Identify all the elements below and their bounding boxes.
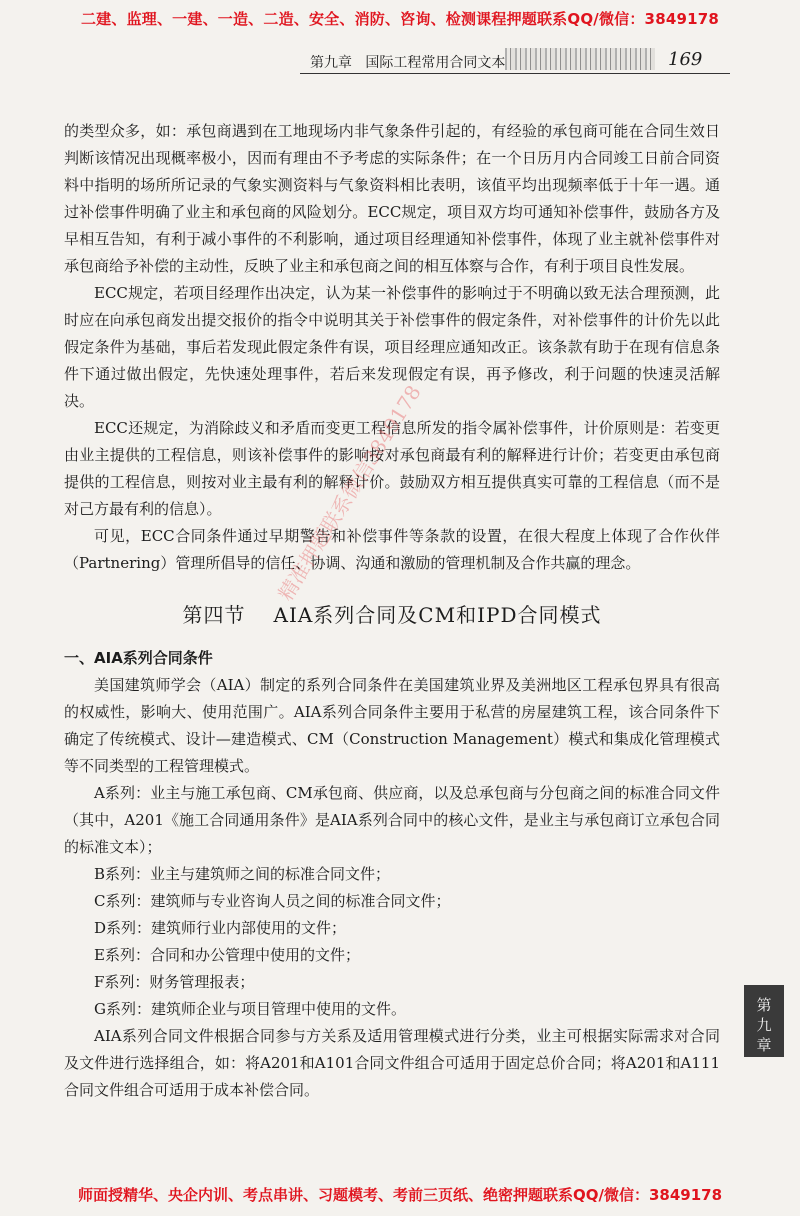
header-decoration (505, 48, 655, 70)
diagonal-watermark: 精准押题联系微信3849178 (273, 380, 426, 605)
series-item-d: D系列：建筑师行业内部使用的文件； (94, 919, 347, 937)
chapter-thumb-tab (744, 985, 784, 1057)
paragraph-3: ECC还规定，为消除歧义和矛盾而变更工程信息所发的指令属补偿事件，计价原则是：若变更由业主提供的工程信息，则该补偿事件的影响按对承包商最有利的解释进行计价；若变更由承包商提供的工程信息，则按对业主最有利的解释计价。鼓励双方相互提供真实可靠的工程信息（而不是对己方最有利的信息）。 (64, 419, 720, 518)
page-number: 169 (668, 49, 703, 70)
series-item-g: G系列：建筑师企业与项目管理中使用的文件。 (94, 1000, 406, 1018)
page-body (64, 118, 720, 1104)
running-head (300, 46, 730, 74)
header-rule (300, 73, 730, 74)
closing-paragraph: AIA系列合同文件根据合同参与方关系及适用管理模式进行分类，业主可根据实际需求对合同及文件进行选择组合，如：将A201和A101合同文件组合可适用于固定总价合同；将A201和A111合同文件组合可适用于成本补偿合同。 (64, 1027, 720, 1099)
paragraph-1: 的类型众多，如：承包商遇到在工地现场内非气象条件引起的，有经验的承包商可能在合同生效日判断该情况出现概率极小，因而有理由不予考虑的实际条件；在一个日历月内合同竣工日前合同资料中指明的场所所记录的气象实测资料与气象资料相比表明，该值平均出现频率低于十年一遇。通过补偿事件明确了业主和承包商的风险划分。ECC规定，项目双方均可通知补偿事件，鼓励各方及早相互告知，有利于减小事件的不利影响，通过项目经理通知补偿事件，体现了业主就补偿事件对承包商给予补偿的主动性，反映了业主和承包商之间的相互体察与合作，有利于项目良性发展。 (64, 122, 720, 275)
series-item-e: E系列：合同和办公管理中使用的文件； (94, 946, 360, 964)
paragraph-2: ECC规定，若项目经理作出决定，认为某一补偿事件的影响过于不明确以致无法合理预测，此时应在向承包商发出提交报价的指令中说明其关于补偿事件的假定条件，对补偿事件的计价先以此假定条件为基础，事后若发现此假定条件有误，项目经理应通知改正。该条款有助于在现有信息条件下通过做出假定，先快速处理事件，若后来发现假定有误，再予修改，利于问题的快速灵活解决。 (64, 284, 720, 410)
top-promo-banner: 二建、监理、一建、一造、二造、安全、消防、咨询、检测课程押题联系QQ/微信：3849178 (80, 10, 720, 28)
chapter-tab-label: 第 九 章 (756, 996, 772, 1054)
subsection-intro: 美国建筑师学会（AIA）制定的系列合同条件在美国建筑业界及美洲地区工程承包界具有很高的权威性，影响大、使用范围广。AIA系列合同条件主要用于私营的房屋建筑工程，该合同条件下确定了传统模式、设计—建造模式、CM（Construction Management）模式和集成化管理模式等不同类型的工程管理模式。 (64, 676, 720, 775)
subsection-heading: 一、AIA系列合同条件 (64, 649, 213, 667)
running-head-title: 国际工程常用合同文本 (365, 55, 506, 71)
series-item-b: B系列：业主与建筑师之间的标准合同文件； (94, 865, 391, 883)
section-title (64, 599, 720, 631)
running-head-chapter: 第九章 (310, 55, 352, 71)
section-number: 第四节 (182, 603, 246, 627)
paragraph-4: 可见，ECC合同条件通过早期警告和补偿事件等条款的设置，在很大程度上体现了合作伙伴（Partnering）管理所倡导的信任、协调、沟通和激励的管理机制及合作共赢的理念。 (64, 527, 720, 572)
series-item-f: F系列：财务管理报表； (94, 973, 255, 991)
series-item-c: C系列：建筑师与专业咨询人员之间的标准合同文件； (94, 892, 451, 910)
series-item-a: A系列：业主与施工承包商、CM承包商、供应商，以及总承包商与分包商之间的标准合同文件（其中，A201《施工合同通用条件》是AIA系列合同中的核心文件，是业主与承包商订立承包合同的标准文本）； (64, 784, 720, 856)
running-head-text (310, 52, 505, 72)
section-heading: AIA系列合同及CM和IPD合同模式 (273, 603, 602, 627)
bottom-promo-banner: 师面授精华、央企内训、考点串讲、习题模考、考前三页纸、绝密押题联系QQ/微信：3849178 (77, 1186, 723, 1204)
